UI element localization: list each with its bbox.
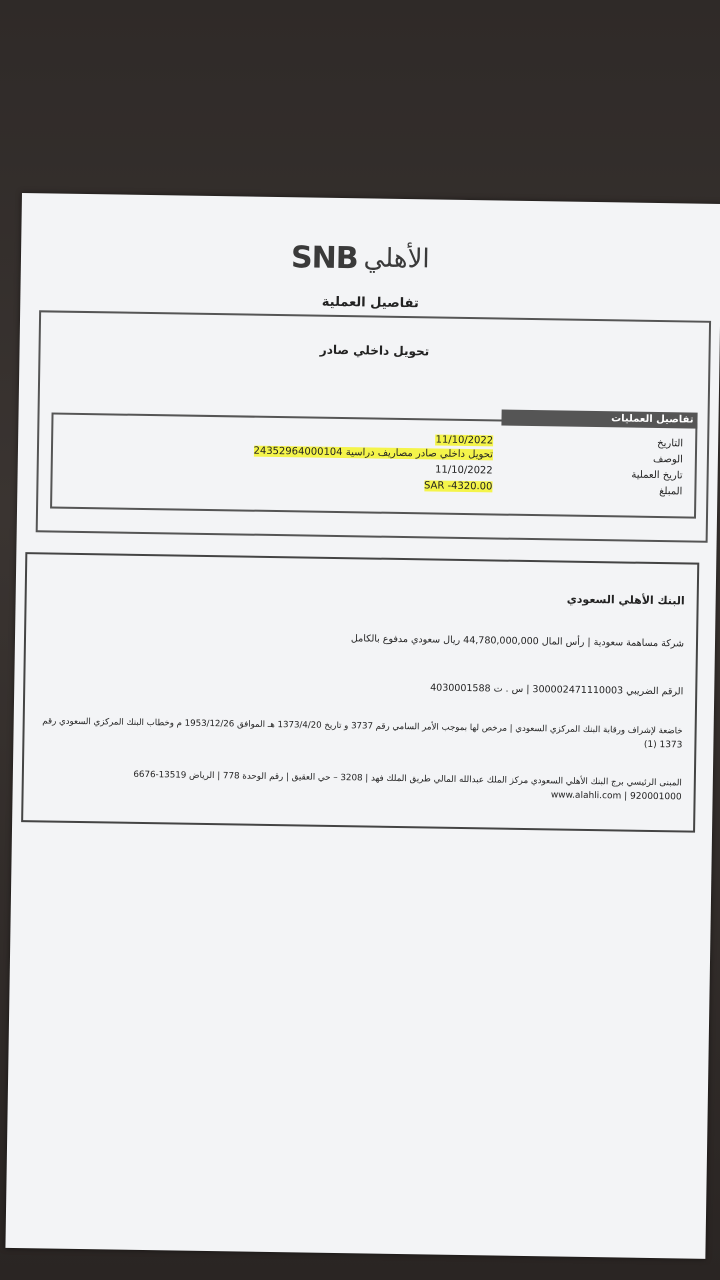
date-value: 11/10/2022 xyxy=(435,434,494,447)
amount-label: المبلغ xyxy=(659,486,683,498)
transaction-date-value: 11/10/2022 xyxy=(434,464,493,477)
snb-logo xyxy=(291,237,462,280)
date-label: التاريخ xyxy=(657,438,684,450)
details-table xyxy=(50,412,697,518)
bank-name: البنك الأهلي السعودي xyxy=(566,592,685,608)
description-label: الوصف xyxy=(652,453,683,466)
description-value: تحويل داخلي صادر مصاريف دراسية 24352964000104 xyxy=(253,445,494,461)
transaction-type: تحويل داخلي صادر xyxy=(319,342,430,359)
transaction-date-label: تاريخ العملية xyxy=(631,469,683,482)
transaction-box xyxy=(36,310,711,543)
bank-address-line1: المبنى الرئيسي برج البنك الأهلي السعودي مركز الملك عبدالله المالي طريق الملك فهد | 3208 – حي العقيق | رقم الوحدة 778 | الرياض 13519-6676 xyxy=(133,769,682,789)
bank-capital: شركة مساهمة سعودية | رأس المال 44,780,000,000 ريال سعودي مدفوع بالكامل xyxy=(350,633,685,650)
details-header: تفاصيل العمليات xyxy=(501,410,697,429)
bank-address-line2: 920001000 | www.alahli.com xyxy=(550,790,682,803)
bank-tax-info: الرقم الضريبي 300002471110003 | س . ت 4030001588 xyxy=(430,682,684,698)
bank-info-box xyxy=(21,552,699,833)
bank-regulation-line1: خاضعة لإشراف ورقابة البنك المركزي السعودي | مرخص لها بموجب الأمر السامي رقم 3737 و تاريخ 1373/4/20 هـ الموافق 1953/12/26 م وخطاب البنك المركزي السعودي رقم xyxy=(42,716,683,737)
logo-latin: SNB xyxy=(290,239,358,276)
bank-regulation-line2: 1373 (1) xyxy=(643,739,683,751)
logo-arabic: الأهلي xyxy=(363,243,430,275)
document-page xyxy=(5,193,720,1259)
amount-value: SAR -4320.00 xyxy=(423,480,493,493)
page-title: تفاصيل العملية xyxy=(321,294,419,312)
